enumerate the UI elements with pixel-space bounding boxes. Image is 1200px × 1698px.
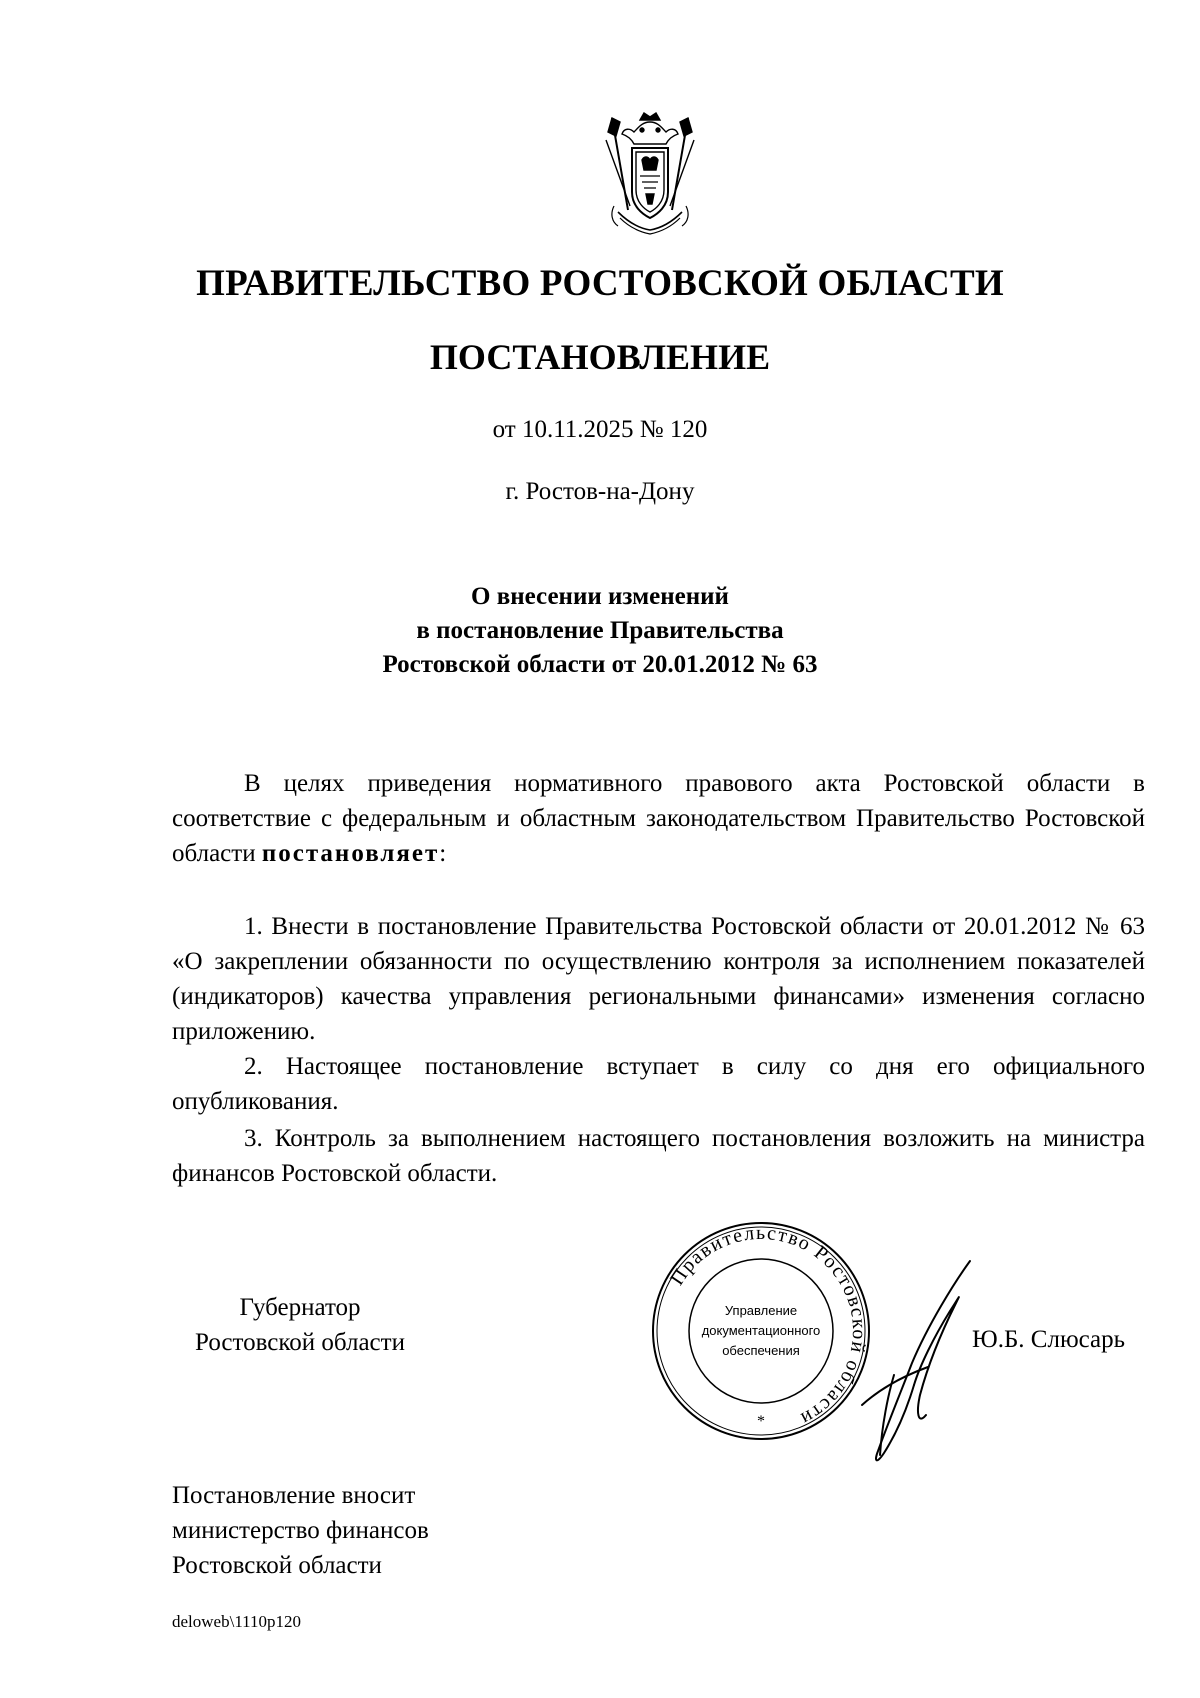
submitter-line: министерство финансов — [172, 1517, 429, 1544]
preamble-suffix: : — [439, 840, 447, 867]
document-date-number: от 10.11.2025 № 120 — [492, 416, 708, 443]
submitter-line: Ростовской области — [172, 1552, 382, 1579]
signatory-position — [175, 1290, 425, 1360]
item-paragraph-1 — [172, 909, 1145, 1049]
document-registry-code: deloweb\1110p120 — [172, 1612, 302, 1631]
submitter-line: Постановление вносит — [172, 1482, 416, 1509]
item-paragraph-3 — [172, 1121, 1145, 1191]
item-text: 3. Контроль за выполнением настоящего постановления возложить на министра финансов Ростовской области. — [172, 1125, 1145, 1187]
document-subject — [0, 580, 1200, 682]
item-text: 1. Внести в постановление Правительства Ростовской области от 20.01.2012 № 63 «О закреплении обязанности по осуществлению контроля за исполнением показателей (индикаторов) качества управления региональными финансами» изменения согласно приложению. — [172, 913, 1145, 1045]
stamp-star: * — [757, 1413, 765, 1430]
stamp-inner-line: обеспечения — [722, 1343, 800, 1358]
position-line: Ростовской области — [195, 1329, 405, 1356]
signer-name: Ю.Б. Слюсарь — [972, 1326, 1126, 1353]
stamp-outer-text: Правительство Ростовской области — [665, 1221, 871, 1431]
preamble-keyword: постановляет — [261, 840, 440, 867]
document-type: ПОСТАНОВЛЕНИЕ — [429, 337, 771, 377]
coat-of-arms-emblem — [598, 110, 702, 238]
government-title: ПРАВИТЕЛЬСТВО РОСТОВСКОЙ ОБЛАСТИ — [196, 263, 1004, 304]
official-seal-stamp — [650, 1220, 872, 1442]
submitter-block — [172, 1478, 429, 1583]
item-text: 2. Настоящее постановление вступает в силу со дня его официального опубликования. — [172, 1053, 1145, 1115]
subject-line: Ростовской области от 20.01.2012 № 63 — [382, 651, 818, 678]
position-line: Губернатор — [239, 1294, 361, 1321]
subject-line: О внесении изменений — [471, 583, 729, 610]
stamp-inner-line: Управление — [724, 1303, 798, 1318]
subject-line: в постановление Правительства — [416, 617, 784, 644]
preamble-paragraph — [172, 766, 1145, 871]
preamble-text: В целях приведения нормативного правового акта Ростовской области в соответствие с федеральным и областным законодательством Правительство Ростовской области — [172, 770, 1145, 867]
stamp-inner-line: документационного — [701, 1323, 821, 1338]
item-paragraph-2 — [172, 1049, 1145, 1119]
handwritten-signature — [858, 1255, 978, 1475]
document-city: г. Ростов-на-Дону — [505, 478, 695, 505]
